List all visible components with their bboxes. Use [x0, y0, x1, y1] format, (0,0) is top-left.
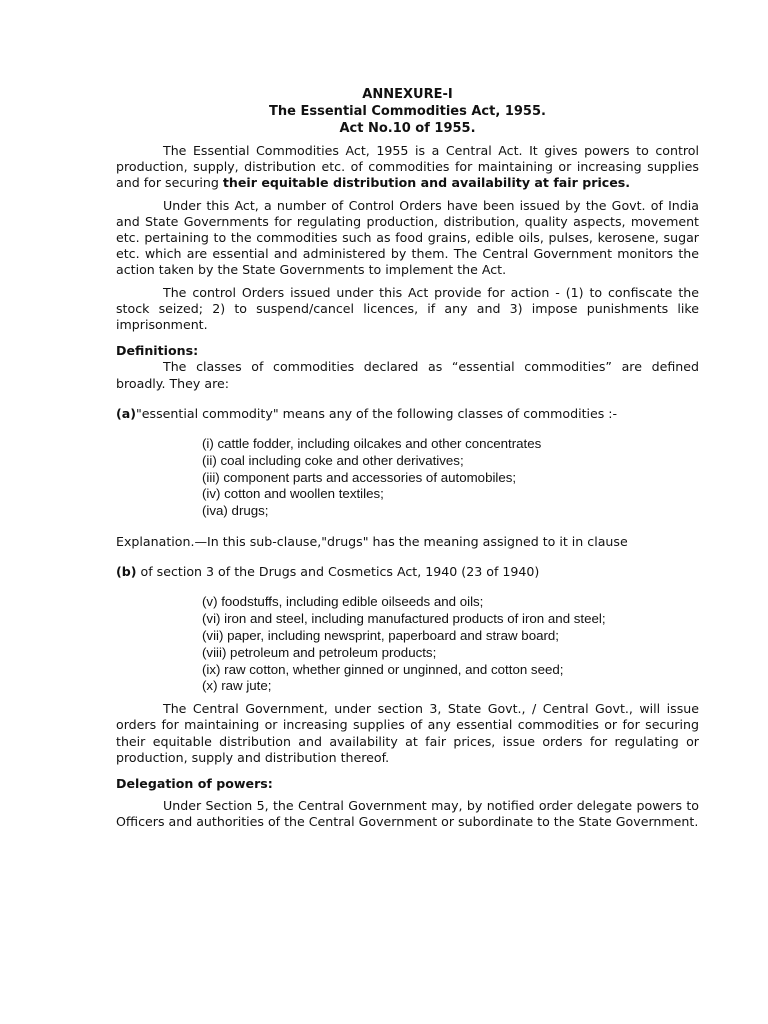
list-item: (iv) cotton and woollen textiles;: [202, 486, 384, 502]
document-page: [116, 86, 699, 831]
annexure-label: ANNEXURE-I: [362, 87, 453, 102]
paragraph-actions: The control Orders issued under this Act provide for action - (1) to confiscate the stock seized; 2) to suspend/cancel licences, if any and 3) impose punishments like imprisonment.: [116, 284, 699, 333]
list-item: (vi) iron and steel, including manufactured products of iron and steel;: [202, 611, 606, 627]
document-title: The Essential Commodities Act, 1955.: [269, 104, 546, 119]
paragraph-central-government: The Central Government, under section 3, State Govt., / Central Govt., will issue orders for maintaining or increasing supplies of any essential commodities or for securing their equitable distribution and availability at fair prices, issue orders for regulating or production, supply and distribution thereof.: [116, 701, 699, 765]
list-item: (iva) drugs;: [202, 503, 269, 519]
paragraph-delegation: Under Section 5, the Central Government may, by notified order delegate powers to Officers and authorities of the Central Government or subordinate to the State Government.: [116, 798, 699, 830]
list-item: (ii) coal including coke and other derivatives;: [202, 452, 464, 468]
delegation-heading: Delegation of powers:: [116, 776, 273, 792]
list-item: (ix) raw cotton, whether ginned or unginned, and cotton seed;: [202, 661, 564, 677]
act-number: Act No.10 of 1955.: [339, 121, 476, 136]
explanation-text: Explanation.—In this sub-clause,"drugs" has the meaning assigned to it in clause: [116, 534, 628, 550]
clause-b-label: (b): [116, 564, 137, 580]
paragraph-intro-text: The Essential Commodities Act, 1955 is a Central Act. It gives powers to control production, supply, distribution etc. of commodities for maintaining or increasing supplies and for securing: [116, 143, 699, 191]
definitions-text: The classes of commodities declared as “essential commodities” are defined broadly. They are:: [116, 359, 699, 391]
list-item: (v) foodstuffs, including edible oilseeds and oils;: [202, 594, 484, 610]
list-item: (vii) paper, including newsprint, paperboard and straw board;: [202, 628, 560, 644]
paragraph-intro-emphasis: their equitable distribution and availability at fair prices.: [222, 175, 631, 191]
clause-a-label: (a): [116, 405, 137, 421]
list-item: (x) raw jute;: [202, 678, 272, 694]
commodity-list-1: [116, 436, 699, 520]
paragraph-control-orders: Under this Act, a number of Control Orders have been issued by the Govt. of India and State Governments for regulating production, distribution, quality aspects, movement etc. pertaining to the commodities such as food grains, edible oils, pulses, kerosene, sugar etc. which are essential and administered by them. The Central Government monitors the action taken by the State Governments to implement the Act.: [116, 197, 699, 278]
paragraph-intro: [116, 143, 699, 192]
clause-a-text: "essential commodity" means any of the following classes of commodities :-: [136, 405, 618, 421]
clause-a: [116, 406, 699, 422]
clause-b: [116, 564, 699, 580]
clause-b-text: of section 3 of the Drugs and Cosmetics Act, 1940 (23 of 1940): [136, 564, 540, 580]
definitions-heading: Definitions:: [116, 343, 199, 359]
list-item: (i) cattle fodder, including oilcakes and other concentrates: [202, 436, 542, 452]
list-item: (iii) component parts and accessories of automobiles;: [202, 469, 517, 485]
commodity-list-2: [116, 594, 699, 695]
list-item: (viii) petroleum and petroleum products;: [202, 644, 437, 660]
